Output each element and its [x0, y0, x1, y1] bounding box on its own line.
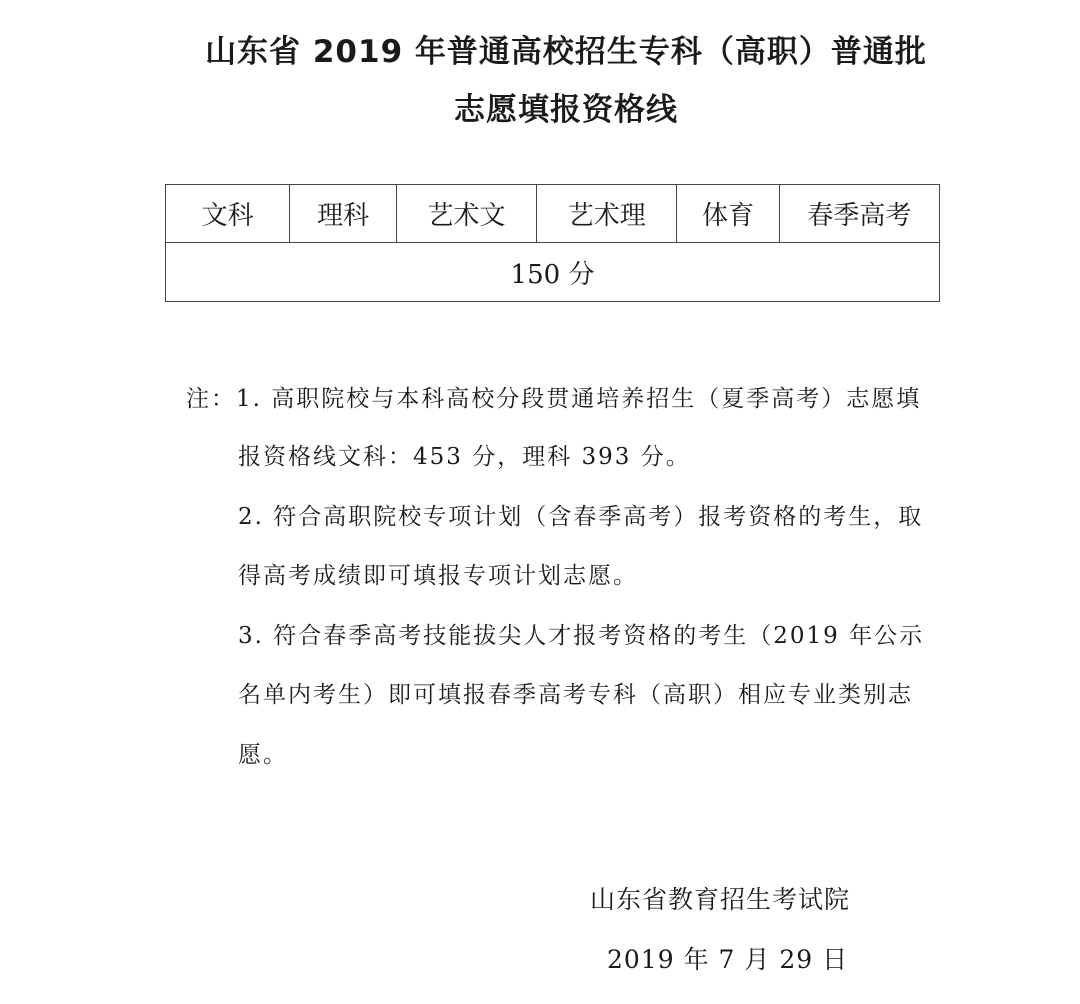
table-header-cell: 春季高考 — [779, 185, 939, 243]
document-title-line-1: 山东省 2019 年普通高校招生专科（高职）普通批 — [205, 34, 927, 70]
table-header-row — [166, 185, 940, 243]
note-1-line-2: 报资格线文科：453 分，理科 393 分。 — [238, 444, 691, 470]
note-2-line-1: 2. 符合高职院校专项计划（含春季高考）报考资格的考生，取 — [238, 504, 924, 530]
table-header-cell: 文科 — [166, 185, 290, 243]
table-header-cell: 理科 — [290, 185, 396, 243]
table-header-cell: 艺术文 — [396, 185, 536, 243]
table-score-row — [166, 243, 940, 302]
notes-prefix: 注： — [186, 386, 236, 412]
document-title-line-2: 志愿填报资格线 — [454, 92, 678, 128]
note-3-line-1: 3. 符合春季高考技能拔尖人才报考资格的考生（2019 年公示 — [238, 623, 925, 649]
note-3-line-3: 愿。 — [238, 742, 288, 768]
qualification-table — [165, 184, 940, 302]
note-2-line-2: 得高考成绩即可填报专项计划志愿。 — [238, 563, 638, 589]
table-header-cell: 体育 — [677, 185, 780, 243]
score-cell: 150 分 — [166, 243, 940, 302]
issuing-organization: 山东省教育招生考试院 — [590, 885, 851, 914]
note-1-line-1: 1. 高职院校与本科高校分段贯通培养招生（夏季高考）志愿填 — [236, 386, 922, 412]
issue-date: 2019 年 7 月 29 日 — [607, 945, 849, 974]
table-header-cell: 艺术理 — [537, 185, 677, 243]
note-3-line-2: 名单内考生）即可填报春季高考专科（高职）相应专业类别志 — [238, 682, 913, 708]
